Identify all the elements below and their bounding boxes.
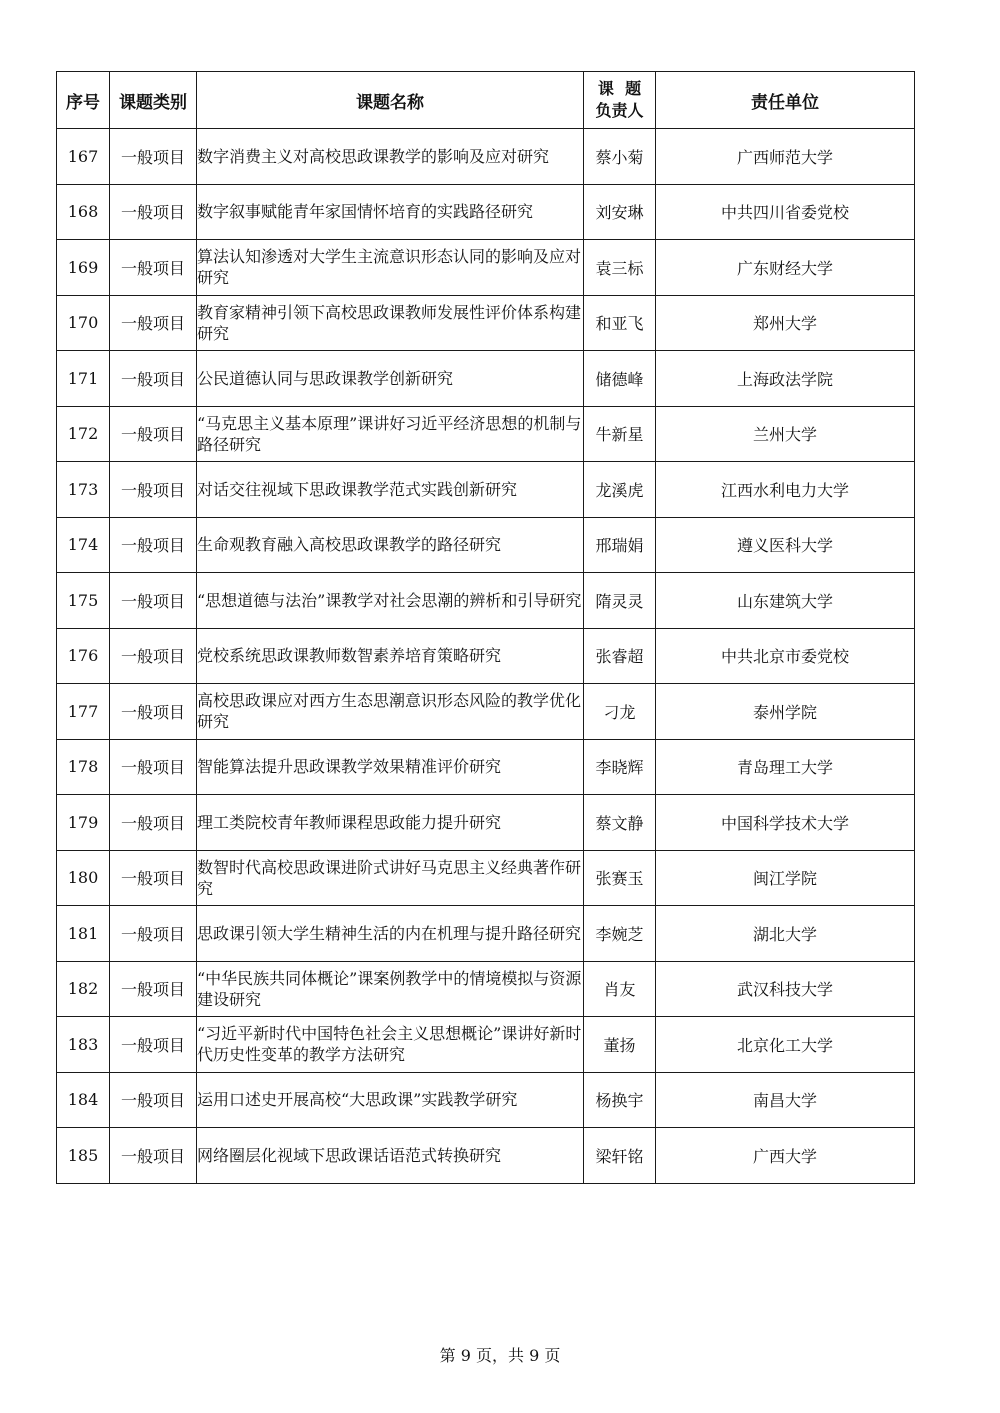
- row-unit: 广西大学: [656, 1128, 915, 1184]
- row-person: 张赛玉: [584, 850, 656, 906]
- row-title: 算法认知渗透对大学生主流意识形态认同的影响及应对研究: [197, 240, 584, 296]
- row-person: 和亚飞: [584, 295, 656, 351]
- row-person: 隋灵灵: [584, 573, 656, 629]
- row-title: 数智时代高校思政课进阶式讲好马克思主义经典著作研究: [197, 850, 584, 906]
- header-unit: 责任单位: [656, 72, 915, 129]
- row-category: 一般项目: [110, 573, 197, 629]
- row-title: 对话交往视域下思政课教学范式实践创新研究: [197, 462, 584, 518]
- row-category: 一般项目: [110, 850, 197, 906]
- row-person: 李婉芝: [584, 906, 656, 962]
- table-row: [57, 850, 915, 906]
- row-category: 一般项目: [110, 739, 197, 795]
- row-title: “马克思主义基本原理”课讲好习近平经济思想的机制与路径研究: [197, 406, 584, 462]
- row-num: 178: [57, 739, 110, 795]
- table-row: [57, 795, 915, 851]
- table-body: [57, 129, 915, 1184]
- row-unit: 兰州大学: [656, 406, 915, 462]
- row-title: 教育家精神引领下高校思政课教师发展性评价体系构建研究: [197, 295, 584, 351]
- row-unit: 广东财经大学: [656, 240, 915, 296]
- row-num: 171: [57, 351, 110, 407]
- row-unit: 山东建筑大学: [656, 573, 915, 629]
- row-unit: 广西师范大学: [656, 129, 915, 185]
- row-unit: 中共四川省委党校: [656, 184, 915, 240]
- table-row: [57, 1017, 915, 1073]
- table-row: [57, 628, 915, 684]
- row-unit: 泰州学院: [656, 684, 915, 740]
- row-person: 袁三标: [584, 240, 656, 296]
- row-title: 数字消费主义对高校思政课教学的影响及应对研究: [197, 129, 584, 185]
- row-title: 运用口述史开展高校“大思政课”实践教学研究: [197, 1072, 584, 1128]
- row-category: 一般项目: [110, 684, 197, 740]
- row-category: 一般项目: [110, 1072, 197, 1128]
- row-category: 一般项目: [110, 462, 197, 518]
- row-person: 张睿超: [584, 628, 656, 684]
- row-unit: 武汉科技大学: [656, 961, 915, 1017]
- row-person: 牛新星: [584, 406, 656, 462]
- table-row: [57, 240, 915, 296]
- row-category: 一般项目: [110, 351, 197, 407]
- row-unit: 中国科学技术大学: [656, 795, 915, 851]
- header-num: 序号: [57, 72, 110, 129]
- project-table: [56, 71, 915, 1184]
- table-row: [57, 184, 915, 240]
- row-title: 网络圈层化视域下思政课话语范式转换研究: [197, 1128, 584, 1184]
- row-category: 一般项目: [110, 906, 197, 962]
- row-num: 169: [57, 240, 110, 296]
- row-num: 183: [57, 1017, 110, 1073]
- row-title: “中华民族共同体概论”课案例教学中的情境模拟与资源建设研究: [197, 961, 584, 1017]
- row-person: 龙溪虎: [584, 462, 656, 518]
- row-num: 175: [57, 573, 110, 629]
- table-row: [57, 129, 915, 185]
- header-person: [584, 72, 656, 129]
- row-title: “习近平新时代中国特色社会主义思想概论”课讲好新时代历史性变革的教学方法研究: [197, 1017, 584, 1073]
- header-person-line2: 负责人: [595, 101, 644, 120]
- table-row: [57, 961, 915, 1017]
- row-num: 177: [57, 684, 110, 740]
- row-unit: 遵义医科大学: [656, 517, 915, 573]
- row-num: 184: [57, 1072, 110, 1128]
- row-unit: 郑州大学: [656, 295, 915, 351]
- header-category: 课题类别: [110, 72, 197, 129]
- table-row: [57, 517, 915, 573]
- row-person: 肖友: [584, 961, 656, 1017]
- row-title: 党校系统思政课教师数智素养培育策略研究: [197, 628, 584, 684]
- row-title: 生命观教育融入高校思政课教学的路径研究: [197, 517, 584, 573]
- row-unit: 上海政法学院: [656, 351, 915, 407]
- row-category: 一般项目: [110, 1017, 197, 1073]
- row-category: 一般项目: [110, 240, 197, 296]
- row-title: 数字叙事赋能青年家国情怀培育的实践路径研究: [197, 184, 584, 240]
- header-row: [57, 72, 915, 129]
- row-title: 思政课引领大学生精神生活的内在机理与提升路径研究: [197, 906, 584, 962]
- row-num: 180: [57, 850, 110, 906]
- table-row: [57, 906, 915, 962]
- row-unit: 湖北大学: [656, 906, 915, 962]
- table-row: [57, 739, 915, 795]
- row-person: 刘安琳: [584, 184, 656, 240]
- row-title: 高校思政课应对西方生态思潮意识形态风险的教学优化研究: [197, 684, 584, 740]
- row-person: 储德峰: [584, 351, 656, 407]
- row-category: 一般项目: [110, 129, 197, 185]
- row-num: 182: [57, 961, 110, 1017]
- table-row: [57, 573, 915, 629]
- row-unit: 中共北京市委党校: [656, 628, 915, 684]
- row-category: 一般项目: [110, 517, 197, 573]
- row-num: 174: [57, 517, 110, 573]
- header-person-line1: 课 题: [597, 79, 642, 98]
- table-row: [57, 684, 915, 740]
- row-unit: 闽江学院: [656, 850, 915, 906]
- row-num: 185: [57, 1128, 110, 1184]
- row-person: 蔡文静: [584, 795, 656, 851]
- table-row: [57, 1072, 915, 1128]
- row-person: 刁龙: [584, 684, 656, 740]
- row-num: 173: [57, 462, 110, 518]
- table-row: [57, 295, 915, 351]
- row-person: 杨换宇: [584, 1072, 656, 1128]
- row-category: 一般项目: [110, 628, 197, 684]
- table-header: [57, 72, 915, 129]
- row-num: 179: [57, 795, 110, 851]
- row-unit: 青岛理工大学: [656, 739, 915, 795]
- row-category: 一般项目: [110, 961, 197, 1017]
- row-person: 李晓辉: [584, 739, 656, 795]
- row-unit: 江西水利电力大学: [656, 462, 915, 518]
- row-person: 董扬: [584, 1017, 656, 1073]
- row-title: 理工类院校青年教师课程思政能力提升研究: [197, 795, 584, 851]
- table-row: [57, 406, 915, 462]
- row-category: 一般项目: [110, 295, 197, 351]
- row-category: 一般项目: [110, 795, 197, 851]
- row-person: 梁轩铭: [584, 1128, 656, 1184]
- row-num: 181: [57, 906, 110, 962]
- header-title: 课题名称: [197, 72, 584, 129]
- row-title: 智能算法提升思政课教学效果精准评价研究: [197, 739, 584, 795]
- row-unit: 北京化工大学: [656, 1017, 915, 1073]
- row-num: 168: [57, 184, 110, 240]
- row-title: 公民道德认同与思政课教学创新研究: [197, 351, 584, 407]
- row-person: 蔡小菊: [584, 129, 656, 185]
- table-row: [57, 1128, 915, 1184]
- page-footer: 第 9 页，共 9 页: [439, 1346, 561, 1365]
- row-num: 176: [57, 628, 110, 684]
- table-row: [57, 462, 915, 518]
- row-category: 一般项目: [110, 184, 197, 240]
- row-title: “思想道德与法治”课教学对社会思潮的辨析和引导研究: [197, 573, 584, 629]
- row-category: 一般项目: [110, 406, 197, 462]
- row-person: 邢瑞娟: [584, 517, 656, 573]
- row-num: 167: [57, 129, 110, 185]
- row-category: 一般项目: [110, 1128, 197, 1184]
- row-unit: 南昌大学: [656, 1072, 915, 1128]
- row-num: 172: [57, 406, 110, 462]
- table-row: [57, 351, 915, 407]
- row-num: 170: [57, 295, 110, 351]
